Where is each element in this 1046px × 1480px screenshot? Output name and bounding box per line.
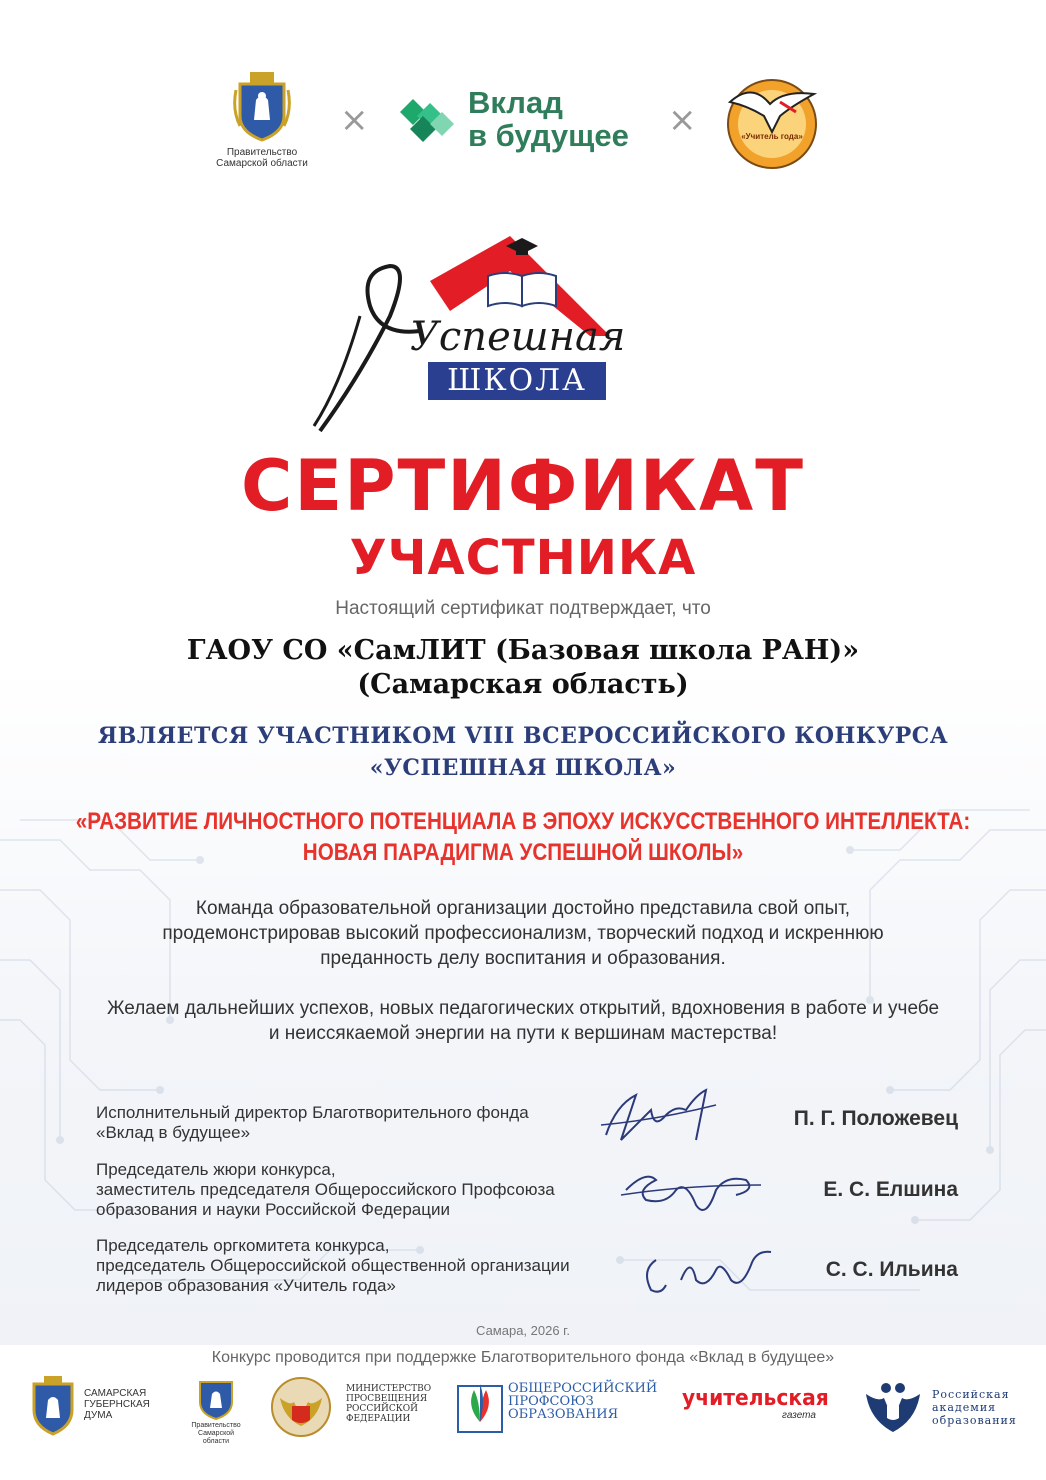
signature-row-1 [96,1103,976,1163]
signer-1-role-line: Исполнительный директор Благотворительного фонда [96,1103,529,1122]
separator-2: × [668,100,697,140]
signer-2-name: Е. С. Елшина [823,1178,958,1201]
gov-footer-caption: Правительство [191,1422,241,1429]
partner-government-logo [186,1376,246,1445]
academy-caption-line: академия [932,1401,997,1414]
signer-2-role-line: Председатель жюри конкурса, [96,1160,336,1179]
uchitel-goda-logo [722,72,822,172]
partner-ministry-logo [270,1376,440,1436]
ministry-caption-line: РОССИЙСКОЙ [346,1404,418,1414]
uchitel-label: «Учитель года» [741,132,803,141]
signer-2-role-line: образования и науки Российской Федерации [96,1200,450,1219]
org-line-2: (Самарская область) [357,669,689,700]
duma-caption-line: САМАРСКАЯ [84,1388,147,1399]
partner-duma-logo [28,1376,168,1436]
union-caption-line: ОБЩЕРОССИЙСКИЙ [508,1381,658,1396]
government-emblem-icon [196,1376,236,1420]
signature-3-image [636,1240,776,1300]
gazeta-title: учительская [682,1386,829,1411]
vklad-line-2: в будущее [468,118,629,153]
paragraph-2-line-2: и неиссякаемой энергии на пути к вершинам мастерства! [268,1023,778,1044]
union-caption-line: ПРОФСОЮЗ [508,1394,594,1409]
signer-1-role-line: «Вклад в будущее» [96,1123,251,1142]
partner-gazeta-logo [682,1376,832,1436]
academy-caption-line: Российская [932,1388,1010,1401]
paragraph-1-line-1: Команда образовательной организации достойно представила свой опыт, [195,898,851,919]
gov-caption-2: Самарской области [216,158,308,169]
partner-union-logo [456,1376,656,1436]
theme-line-1: «РАЗВИТИЕ ЛИЧНОСТНОГО ПОТЕНЦИАЛА В ЭПОХУ ИСКУССТВЕННОГО ИНТЕЛЛЕКТА: [75,808,971,835]
theme-line-2: НОВАЯ ПАРАДИГМА УСПЕШНОЙ ШКОЛЫ» [302,839,744,866]
signer-3-role-line: Председатель оргкомитета конкурса, [96,1236,390,1255]
vklad-logo [398,82,648,162]
duma-caption-line: ГУБЕРНСКАЯ [84,1399,150,1410]
partner-academy-logo [862,1376,1032,1436]
vklad-line-1: Вклад [468,85,563,120]
signer-1-name: П. Г. Положевец [793,1107,958,1130]
separator-1: × [340,100,369,140]
ministry-caption-line: МИНИСТЕРСТВО [346,1384,432,1394]
duma-caption-line: ДУМА [84,1410,113,1421]
signature-row-2 [96,1160,976,1230]
samara-coat-of-arms-icon [232,70,292,142]
gov-footer-caption: Самарской области [197,1430,235,1445]
contest-theme [73,806,973,868]
intro-text: Настоящий сертификат подтверждает, что [335,598,711,619]
place-and-date: Самара, 2026 г. [476,1323,570,1338]
signature-2-image [616,1160,766,1230]
certificate-subtitle: УЧАСТНИКА [349,530,697,586]
ministry-caption-line: ФЕДЕРАЦИИ [346,1414,411,1424]
academy-caption-line: образования [932,1414,1017,1427]
ministry-caption-line: ПРОСВЕЩЕНИЯ [346,1394,428,1404]
samara-government-logo [212,70,312,169]
participant-line-2: «УСПЕШНАЯ ШКОЛА» [369,755,677,781]
signer-3-role-line: председатель Общероссийской общественной организации [96,1256,570,1275]
signature-row-3 [96,1236,976,1306]
vklad-diamond-icon [398,94,458,144]
certificate-title: СЕРТИФИКАТ [241,445,805,527]
participant-statement [0,720,1046,784]
org-line-1: ГАОУ СО «СамЛИТ (Базовая школа РАН)» [186,635,860,666]
paragraph-2-line-1: Желаем дальнейших успехов, новых педагогических открытий, вдохновения в работе и учебе [106,998,940,1019]
signature-1-image [596,1085,726,1155]
stork-emblem-icon [722,72,822,172]
academy-eagle-icon [862,1376,924,1436]
ministry-eagle-icon [270,1376,332,1438]
paragraph-1-line-2: продемонстрировав высокий профессионализм, творческий подход и искреннюю [162,923,884,944]
uspeshnaya-shkola-logo [300,226,626,441]
signer-3-role-line: лидеров образования «Учитель года» [96,1276,396,1295]
body-paragraph-2 [0,996,1046,1046]
body-paragraph-1 [0,896,1046,971]
duma-emblem-icon [28,1376,78,1436]
organization-name [0,634,1046,702]
logo-script-text: Успешная [410,314,626,360]
logo-block-text: ШКОЛА [447,363,587,398]
paragraph-1-line-3: преданность делу воспитания и образования. [320,948,726,969]
union-caption-line: ОБРАЗОВАНИЯ [508,1407,619,1422]
signer-1-role [96,1103,596,1143]
support-text: Конкурс проводится при поддержке Благотворительного фонда «Вклад в будущее» [211,1349,835,1366]
gov-caption-1: Правительство [226,147,298,158]
union-flower-icon [456,1376,504,1434]
signer-2-role-line: заместитель председателя Общероссийского Профсоюза [96,1180,555,1199]
signer-3-role [96,1236,596,1296]
signer-2-role [96,1160,596,1220]
signer-3-name: С. С. Ильина [825,1258,958,1281]
gazeta-subtitle: газета [782,1410,816,1421]
header-logos [0,70,1046,180]
participant-line-1: ЯВЛЯЕТСЯ УЧАСТНИКОМ VIII ВСЕРОССИЙСКОГО КОНКУРСА [97,723,949,749]
